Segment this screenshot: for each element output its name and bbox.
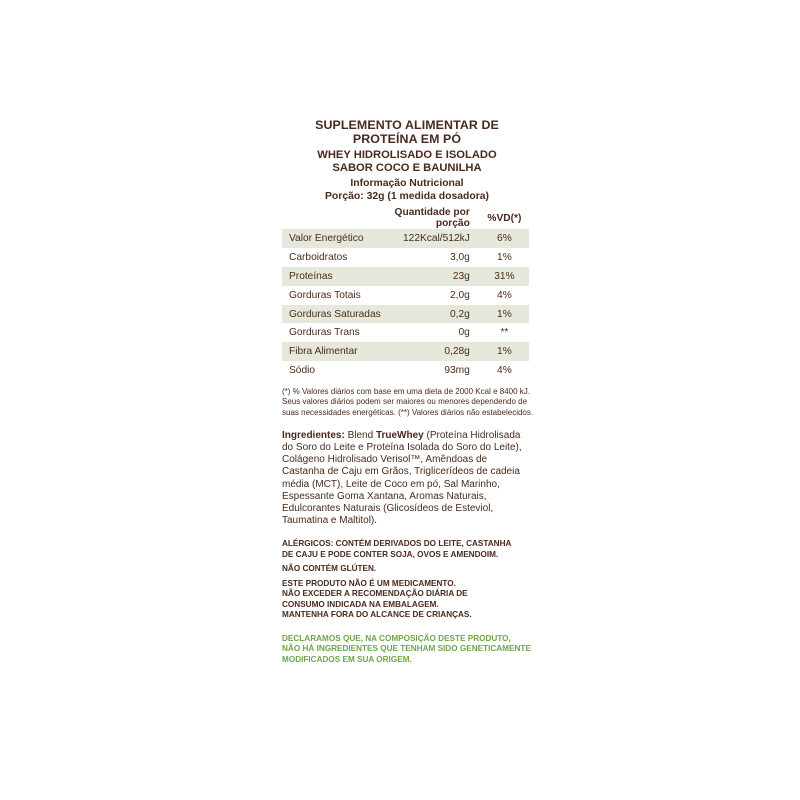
nutrient-qty: 23g <box>389 267 480 286</box>
ingredients-line: Edulcorantes Naturais (Glicosídeos de Esteviol, <box>282 502 494 514</box>
warning-line: CONSUMO INDICADA NA EMBALAGEM. <box>282 599 439 609</box>
gmo-declaration <box>282 634 532 666</box>
ingredients-line: Colágeno Hidrolisado Verisol™, Amêndoas de <box>282 454 488 466</box>
table-row <box>282 361 529 380</box>
nutrient-qty: 0,2g <box>389 305 480 324</box>
table-footnote <box>282 387 532 418</box>
table-row <box>282 305 529 324</box>
table-row <box>282 267 529 286</box>
warning-line: NÃO EXCEDER A RECOMENDAÇÃO DIÁRIA DE <box>282 589 468 599</box>
ingredients-section <box>282 430 532 528</box>
ingredients-prefix: Blend <box>344 429 376 441</box>
product-title <box>282 118 532 146</box>
nutrient-name: Gorduras Totais <box>282 286 389 305</box>
nutrient-vd: 4% <box>480 286 529 305</box>
nutrient-vd: 1% <box>480 305 529 324</box>
nutrition-heading: Informação Nutricional <box>350 178 464 189</box>
nutrition-table <box>282 207 529 380</box>
product-subtitle <box>282 149 532 174</box>
nutrient-vd: 1% <box>480 342 529 361</box>
table-header-row <box>282 207 529 229</box>
warning-line: ESTE PRODUTO NÃO É UM MEDICAMENTO. <box>282 578 456 588</box>
gmo-line: DECLARAMOS QUE, NA COMPOSIÇÃO DESTE PRODUTO, <box>282 633 511 643</box>
product-title-line2: PROTEÍNA EM PÓ <box>352 132 462 146</box>
allergen-section <box>282 539 532 621</box>
nutrient-name: Gorduras Saturadas <box>282 305 389 324</box>
nutrient-qty: 2,0g <box>389 286 480 305</box>
table-row <box>282 286 529 305</box>
nutrient-name: Sódio <box>282 361 389 380</box>
portion-text: Porção: 32g (1 medida dosadora) <box>325 190 489 202</box>
ingredients-line: Espessante Goma Xantana, Aromas Naturais, <box>282 490 487 502</box>
nutrient-qty: 122Kcal/512kJ <box>389 229 480 248</box>
product-subtitle-line1: WHEY HIDROLISADO E ISOLADO <box>317 149 497 161</box>
header-vd: %VD(*) <box>487 212 522 224</box>
nutrient-vd: 4% <box>480 361 529 380</box>
ingredients-label: Ingredientes: <box>282 429 345 441</box>
nutrient-name: Valor Energético <box>282 229 389 248</box>
table-row <box>282 229 529 248</box>
allergen-line: ALÉRGICOS: CONTÉM DERIVADOS DO LEITE, CASTANHA <box>282 539 512 549</box>
nutrition-label <box>282 118 532 665</box>
nutrient-qty: 3,0g <box>389 248 480 267</box>
footnote-line: suas necessidades energéticas. (**) Valores diários não estabelecidos. <box>282 407 534 417</box>
ingredients-brand: TrueWhey <box>375 429 424 441</box>
ingredients-line <box>282 430 532 442</box>
nutrient-qty: 93mg <box>389 361 480 380</box>
nutrient-qty: 0,28g <box>389 342 480 361</box>
product-subtitle-line2: SABOR COCO E BAUNILHA <box>332 161 482 174</box>
gmo-line: NÃO HÁ INGREDIENTES QUE TENHAM SIDO GENETICAMENTE <box>282 644 531 654</box>
table-row <box>282 342 529 361</box>
ingredients-line: do Soro do Leite e Proteína Isolada do Soro do Leite), <box>282 441 522 453</box>
footnote-line: (*) % Valores diários com base em uma dieta de 2000 Kcal e 8400 kJ. <box>282 387 530 397</box>
nutrition-info-heading <box>282 178 532 203</box>
table-row <box>282 323 529 342</box>
nutrient-name: Gorduras Trans <box>282 323 389 342</box>
ingredients-line: Taumatina e Maltitol). <box>282 515 378 527</box>
allergen-line: DE CAJU E PODE CONTER SOJA, OVOS E AMENDOIM. <box>282 549 499 559</box>
warning-line: MANTENHA FORA DO ALCANCE DE CRIANÇAS. <box>282 610 472 620</box>
nutrient-name: Carboidratos <box>282 248 389 267</box>
ingredients-line: Castanha de Caju em Grãos, Triglicerídeos de cadeia <box>282 466 520 478</box>
header-quantity: Quantidade por porção <box>394 207 470 229</box>
footnote-line: Seus valores diários podem ser maiores ou menores dependendo de <box>282 397 528 407</box>
nutrient-vd: 31% <box>480 267 529 286</box>
nutrient-name: Proteínas <box>282 267 389 286</box>
table-row <box>282 248 529 267</box>
nutrient-qty: 0g <box>389 323 480 342</box>
nutrient-vd: 6% <box>480 229 529 248</box>
header-blank <box>282 207 389 229</box>
gluten-notice: NÃO CONTÉM GLÚTEN. <box>282 564 377 574</box>
ingredients-line: média (MCT), Leite de Coco em pó, Sal Marinho, <box>282 478 500 490</box>
nutrient-vd: ** <box>480 323 529 342</box>
gmo-line: MODIFICADOS EM SUA ORIGEM. <box>282 654 412 664</box>
nutrient-name: Fibra Alimentar <box>282 342 389 361</box>
ingredients-line1-rest: (Proteína Hidrolisada <box>423 429 521 441</box>
product-title-line1: SUPLEMENTO ALIMENTAR DE <box>315 118 499 132</box>
nutrient-vd: 1% <box>480 248 529 267</box>
